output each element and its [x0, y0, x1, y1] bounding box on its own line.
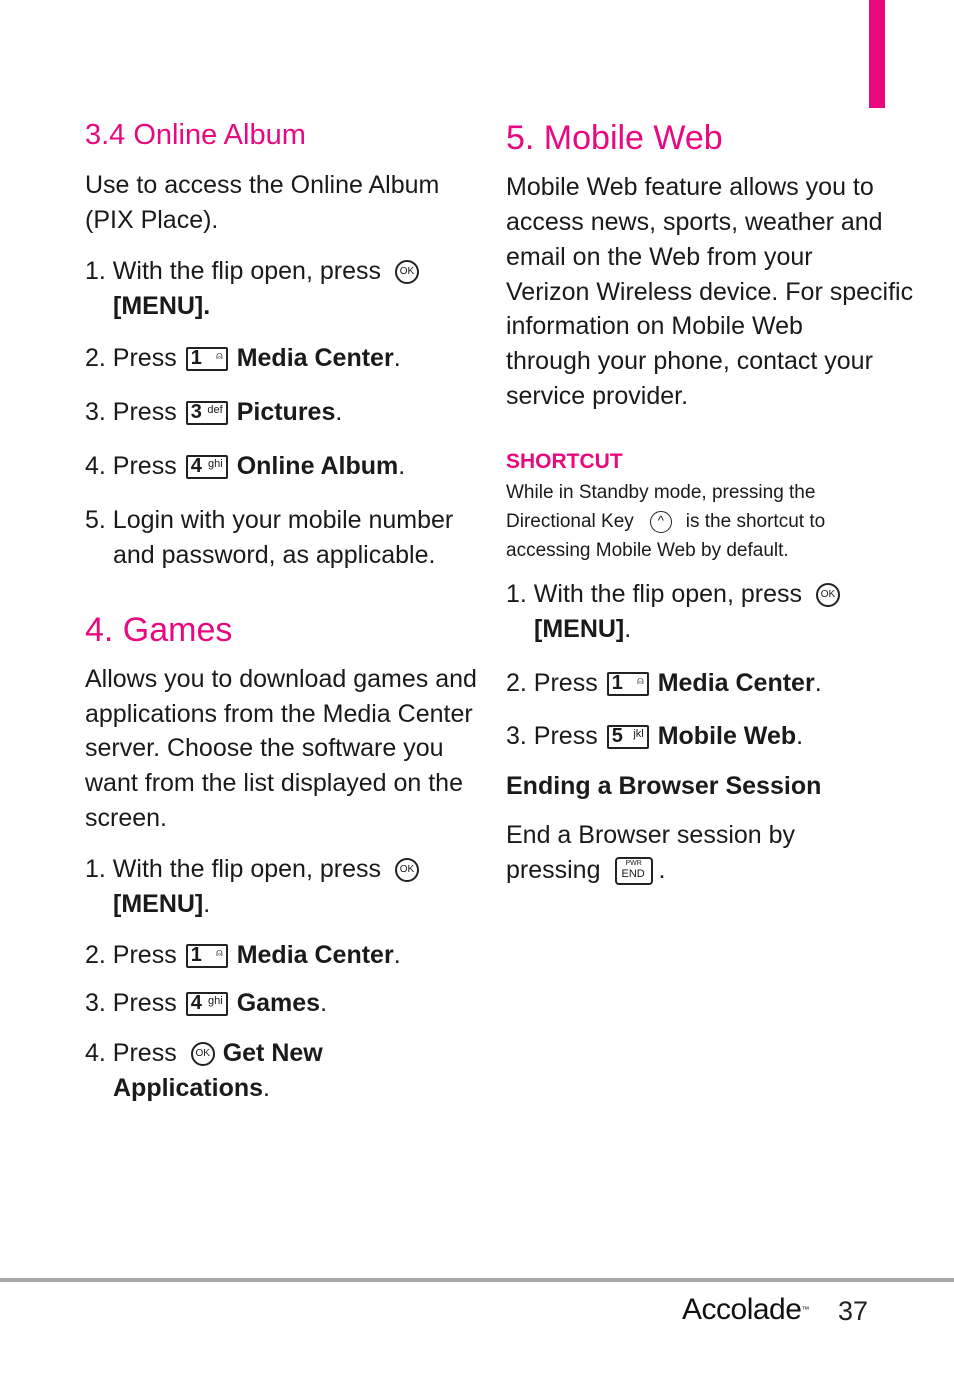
games-step-4-line-2: Applications. [113, 1074, 270, 1102]
step-text: 3. Press [85, 398, 177, 426]
ending-session-line-1: End a Browser session by [506, 821, 796, 849]
step-text: 2. Press [85, 344, 177, 372]
brand-logo [682, 1291, 809, 1329]
step-target: Applications [113, 1074, 264, 1102]
brand-name: Accolade [682, 1293, 802, 1326]
end-key-icon [615, 857, 653, 885]
games-heading: 4. Games [85, 611, 233, 649]
mobile-web-intro-line-6: through your phone, contact your [506, 347, 873, 375]
shortcut-line-2 [506, 507, 825, 537]
step-text: 1. With the flip open, press [85, 855, 381, 883]
games-step-1-menu: [MENU]. [113, 890, 211, 918]
key-4-icon [186, 455, 228, 479]
shortcut-label: SHORTCUT [506, 450, 623, 473]
online-album-step-2: 2. Press 1 ⍝ Media Center. [85, 344, 401, 372]
key-3-icon [186, 401, 228, 425]
key-num: 3 [190, 401, 202, 424]
games-intro-line-2: applications from the Media Center [85, 700, 473, 728]
games-step-2: 2. Press 1 ⍝ Media Center. [85, 941, 401, 969]
key-sub: ghi [208, 458, 223, 471]
games-intro-line-3: server. Choose the software you [85, 734, 444, 762]
key-num: 4 [190, 455, 202, 478]
games-intro-line-4: want from the list displayed on the [85, 769, 463, 797]
mobile-web-step-1 [506, 577, 848, 612]
ending-session-line-2: pressing PWR END . [506, 856, 666, 884]
online-album-intro-line-2: (PIX Place). [85, 206, 219, 234]
shortcut-line-3: accessing Mobile Web by default. [506, 540, 789, 561]
ok-key-icon: OK [191, 1042, 215, 1066]
key-sub: ghi [208, 995, 223, 1008]
ending-session-heading: Ending a Browser Session [506, 772, 822, 800]
key-4-icon [186, 992, 228, 1016]
games-step-3: 3. Press 4 ghi Games. [85, 989, 328, 1017]
step-target: Mobile Web [657, 722, 797, 750]
menu-label: [MENU] [113, 890, 204, 918]
key-sub: ⍝ [637, 675, 644, 688]
mobile-web-intro-line-3: email on the Web from your [506, 243, 813, 271]
step-text: 2. Press [85, 941, 177, 969]
ok-key-icon: OK [816, 583, 840, 607]
games-intro-line-1: Allows you to download games and [85, 665, 477, 693]
shortcut-text: Directional Key [506, 511, 634, 532]
key-sub: ⍝ [216, 947, 223, 960]
games-step-1 [85, 852, 427, 887]
key-num: 1 [190, 347, 202, 370]
key-5-icon [607, 725, 649, 749]
step-text: 3. Press [506, 722, 598, 750]
shortcut-line-1: While in Standby mode, pressing the [506, 482, 816, 503]
mobile-web-step-2: 2. Press 1 ⍝ Media Center. [506, 669, 822, 697]
step-text: 2. Press [506, 669, 598, 697]
step-target: Online Album [236, 452, 399, 480]
ok-key-icon: OK [395, 260, 419, 284]
trademark: ™ [801, 1305, 809, 1314]
key-1-icon [607, 672, 649, 696]
key-num: 1 [611, 672, 623, 695]
step-text: 3. Press [85, 989, 177, 1017]
step-target: Media Center [236, 941, 394, 969]
end-label: END [621, 868, 645, 881]
menu-label: [MENU] [534, 615, 625, 643]
key-1-icon [186, 347, 228, 371]
online-album-step-1-menu: [MENU]. [113, 292, 211, 320]
ok-key-icon: OK [395, 858, 419, 882]
directional-key-up-icon: ^ [650, 511, 672, 533]
step-target: Get New [222, 1039, 323, 1067]
step-text: 4. Press [85, 452, 177, 480]
step-text: 1. With the flip open, press [85, 257, 381, 285]
mobile-web-intro-line-7: service provider. [506, 382, 689, 410]
shortcut-text: is the shortcut to [685, 511, 826, 532]
mobile-web-step-1-menu: [MENU]. [534, 615, 632, 643]
step-target: Media Center [236, 344, 394, 372]
mobile-web-intro-line-5: information on Mobile Web [506, 312, 803, 340]
mobile-web-intro-line-4: Verizon Wireless device. For specific [506, 278, 914, 306]
online-album-heading: 3.4 Online Album [85, 119, 306, 151]
online-album-step-1 [85, 254, 427, 289]
step-text: 1. With the flip open, press [506, 580, 802, 608]
mobile-web-step-3: 3. Press 5 jkl Mobile Web. [506, 722, 804, 750]
online-album-intro-line-1: Use to access the Online Album [85, 171, 440, 199]
section-tab-marker [869, 0, 885, 108]
online-album-step-5-line-2: and password, as applicable. [113, 541, 436, 569]
footer-rule [0, 1278, 954, 1282]
page-number: 37 [838, 1296, 869, 1326]
online-album-step-5-line-1: 5. Login with your mobile number [85, 506, 454, 534]
ending-text: pressing [506, 856, 601, 884]
step-text: 4. Press [85, 1039, 177, 1067]
pwr-label: PWR [625, 860, 642, 868]
key-sub: def [207, 404, 223, 417]
mobile-web-heading: 5. Mobile Web [506, 119, 723, 157]
step-target: Media Center [657, 669, 815, 697]
mobile-web-intro-line-2: access news, sports, weather and [506, 208, 883, 236]
games-intro-line-5: screen. [85, 804, 167, 832]
key-1-icon [186, 944, 228, 968]
key-num: 1 [190, 944, 202, 967]
step-target: Games [236, 989, 321, 1017]
step-target: Pictures [236, 398, 336, 426]
online-album-step-3: 3. Press 3 def Pictures. [85, 398, 343, 426]
key-sub: jkl [633, 728, 644, 741]
online-album-step-4: 4. Press 4 ghi Online Album. [85, 452, 406, 480]
mobile-web-intro-line-1: Mobile Web feature allows you to [506, 173, 874, 201]
key-sub: ⍝ [216, 350, 223, 363]
games-step-4 [85, 1036, 323, 1071]
key-num: 4 [190, 992, 202, 1015]
key-num: 5 [611, 725, 623, 748]
